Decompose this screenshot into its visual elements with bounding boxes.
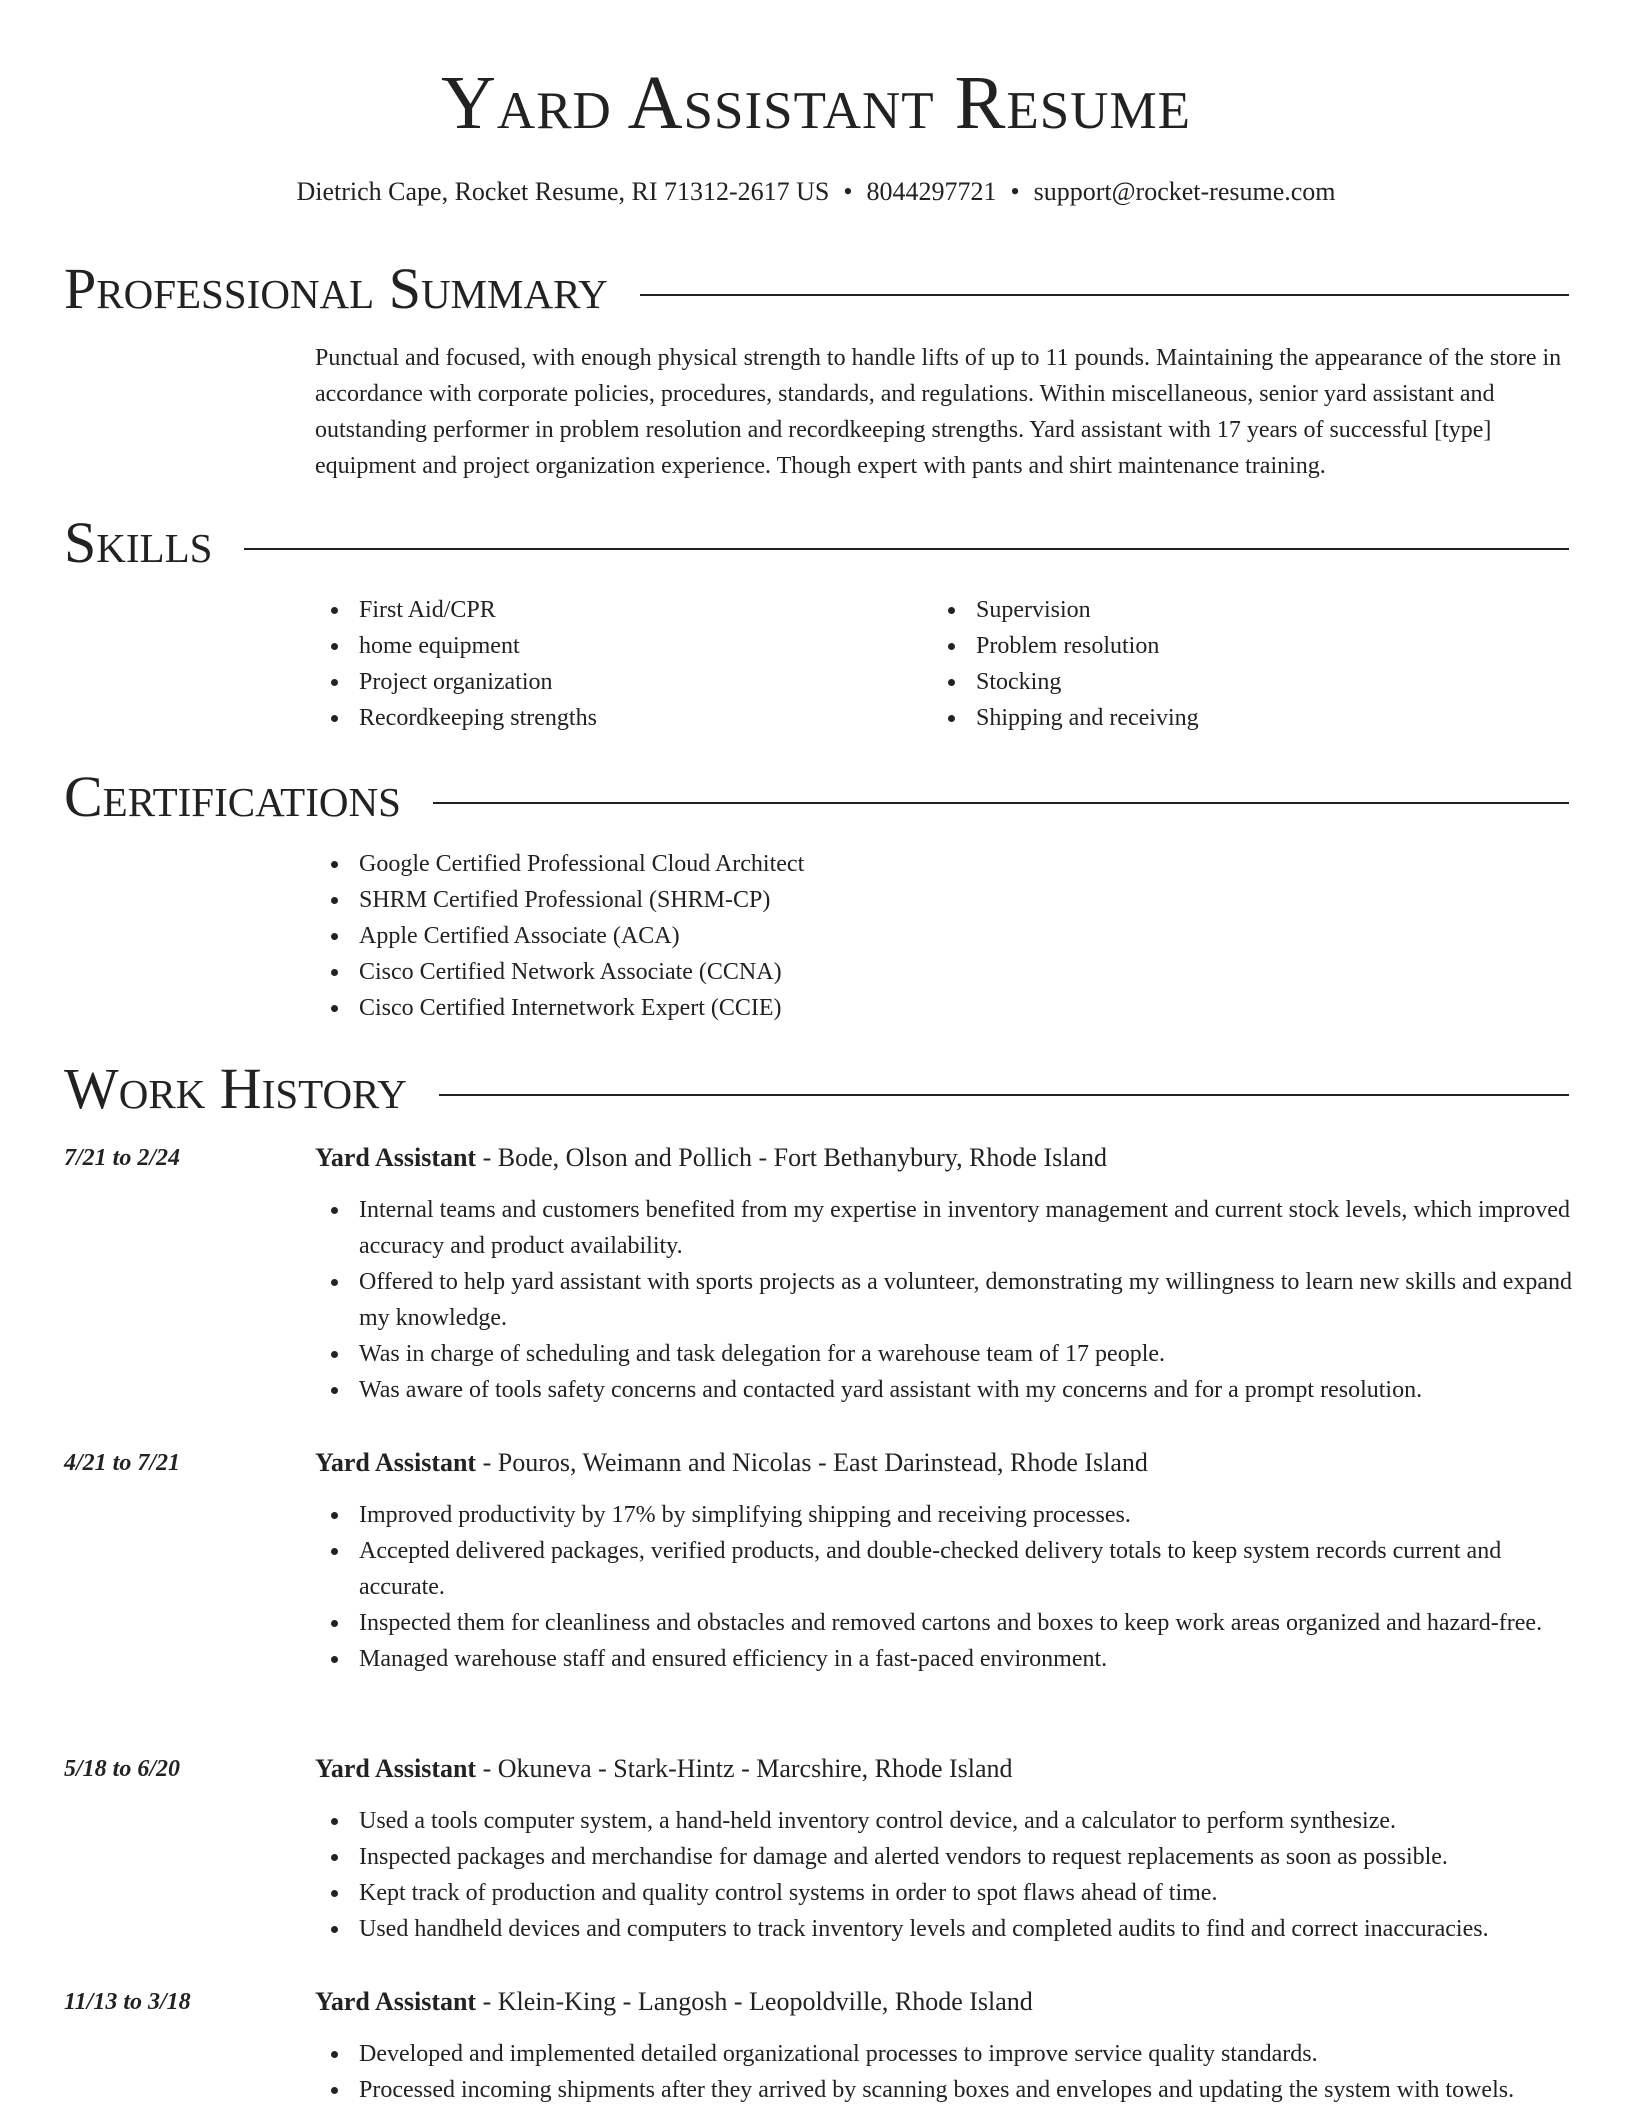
section-divider xyxy=(64,548,1569,550)
job-header xyxy=(315,1984,1033,2020)
skill-item: Stocking xyxy=(932,664,1532,700)
certification-item: Google Certified Professional Cloud Architect xyxy=(315,846,1515,882)
contact-email: support@rocket-resume.com xyxy=(1033,177,1336,206)
job-employer: - Pouros, Weimann and Nicolas - East Darinstead, Rhode Island xyxy=(476,1448,1148,1477)
summary-heading: Professional Summary xyxy=(64,254,640,324)
job-bullet: Offered to help yard assistant with sports projects as a volunteer, demonstrating my willingness to learn new skills and expand my knowledge. xyxy=(315,1264,1575,1336)
resume-title: Yard Assistant Resume xyxy=(441,61,1191,145)
job-bullet: Developed and implemented detailed organizational processes to improve service quality standards. xyxy=(315,2036,1575,2072)
job-bullet: Was aware of tools safety concerns and contacted yard assistant with my concerns and for a prompt resolution. xyxy=(315,1372,1575,1408)
work-history-section-header xyxy=(64,1054,1569,1124)
job-title: Yard Assistant xyxy=(315,1448,477,1477)
contact-separator: • xyxy=(843,177,853,206)
summary-text: Punctual and focused, with enough physical strength to handle lifts of up to 11 pounds. Maintaining the appearance of the store in accordance with corporate policies, procedures, standards, and regulations. Within miscellaneous, senior yard assistant and outstanding performer in problem resolution and recordkeeping strengths. Yard assistant with 17 years of successful [type] equipment and project organization experience. Though expert with pants and shirt maintenance training. xyxy=(315,345,1562,479)
skills-list-right xyxy=(932,592,1532,736)
job-bullet: Inspected packages and merchandise for damage and alerted vendors to request replacements as soon as possible. xyxy=(315,1839,1575,1875)
contact-line xyxy=(0,174,1632,210)
job-bullet: Kept track of production and quality control systems in order to spot flaws ahead of time. xyxy=(315,1875,1575,1911)
job-dates: 11/13 to 3/18 xyxy=(64,1989,191,2015)
certification-item: SHRM Certified Professional (SHRM-CP) xyxy=(315,882,1515,918)
job-bullet: Internal teams and customers benefited from my expertise in inventory management and current stock levels, which improved accuracy and product availability. xyxy=(315,1192,1575,1264)
job-bullets xyxy=(315,1192,1575,1408)
job-title: Yard Assistant xyxy=(315,1143,477,1172)
job-bullet: Managed warehouse staff and ensured efficiency in a fast-paced environment. xyxy=(315,1641,1575,1677)
job-dates: 7/21 to 2/24 xyxy=(64,1145,181,1171)
certification-item: Cisco Certified Network Associate (CCNA) xyxy=(315,954,1515,990)
job-bullet: Used a tools computer system, a hand-held inventory control device, and a calculator to perform synthesize. xyxy=(315,1803,1575,1839)
skills-heading: Skills xyxy=(64,508,244,578)
job-header xyxy=(315,1751,1013,1787)
job-bullet: Improved productivity by 17% by simplifying shipping and receiving processes. xyxy=(315,1497,1575,1533)
skill-item: home equipment xyxy=(315,628,915,664)
skill-item: Supervision xyxy=(932,592,1532,628)
skills-list-left xyxy=(315,592,915,736)
contact-separator: • xyxy=(1010,177,1020,206)
job-dates: 5/18 to 6/20 xyxy=(64,1756,181,1782)
skill-item: Recordkeeping strengths xyxy=(315,700,915,736)
work-history-heading: Work History xyxy=(64,1054,439,1124)
certifications-section-header xyxy=(64,762,1569,832)
certification-item: Cisco Certified Internetwork Expert (CCIE) xyxy=(315,990,1515,1026)
job-title: Yard Assistant xyxy=(315,1987,477,2016)
job-bullet: Was in charge of scheduling and task delegation for a warehouse team of 17 people. xyxy=(315,1336,1575,1372)
certification-item: Apple Certified Associate (ACA) xyxy=(315,918,1515,954)
job-bullets xyxy=(315,1497,1575,1677)
job-bullet: Processed incoming shipments after they arrived by scanning boxes and envelopes and updating the system with towels. xyxy=(315,2072,1575,2108)
certifications-heading: Certifications xyxy=(64,762,433,832)
certifications-list xyxy=(315,846,1515,1026)
contact-phone: 8044297721 xyxy=(866,177,997,206)
job-header xyxy=(315,1140,1107,1176)
job-bullet: Accepted delivered packages, verified products, and double-checked delivery totals to keep system records current and accurate. xyxy=(315,1533,1575,1605)
job-bullet: Used handheld devices and computers to track inventory levels and completed audits to find and correct inaccuracies. xyxy=(315,1911,1575,1947)
job-employer: - Bode, Olson and Pollich - Fort Bethanybury, Rhode Island xyxy=(476,1143,1107,1172)
skill-item: Project organization xyxy=(315,664,915,700)
job-bullet: Inspected them for cleanliness and obstacles and removed cartons and boxes to keep work areas organized and hazard-free. xyxy=(315,1605,1575,1641)
job-employer: - Klein-King - Langosh - Leopoldville, Rhode Island xyxy=(476,1987,1033,2016)
job-header xyxy=(315,1445,1148,1481)
job-bullets xyxy=(315,2036,1575,2108)
job-bullets xyxy=(315,1803,1575,1947)
skill-item: Problem resolution xyxy=(932,628,1532,664)
contact-address: Dietrich Cape, Rocket Resume, RI 71312-2617 US xyxy=(296,177,830,206)
skill-item: Shipping and receiving xyxy=(932,700,1532,736)
skills-section-header xyxy=(64,508,1569,578)
job-title: Yard Assistant xyxy=(315,1754,477,1783)
summary-section-header xyxy=(64,254,1569,324)
job-dates: 4/21 to 7/21 xyxy=(64,1450,181,1476)
skill-item: First Aid/CPR xyxy=(315,592,915,628)
job-employer: - Okuneva - Stark-Hintz - Marcshire, Rhode Island xyxy=(476,1754,1013,1783)
